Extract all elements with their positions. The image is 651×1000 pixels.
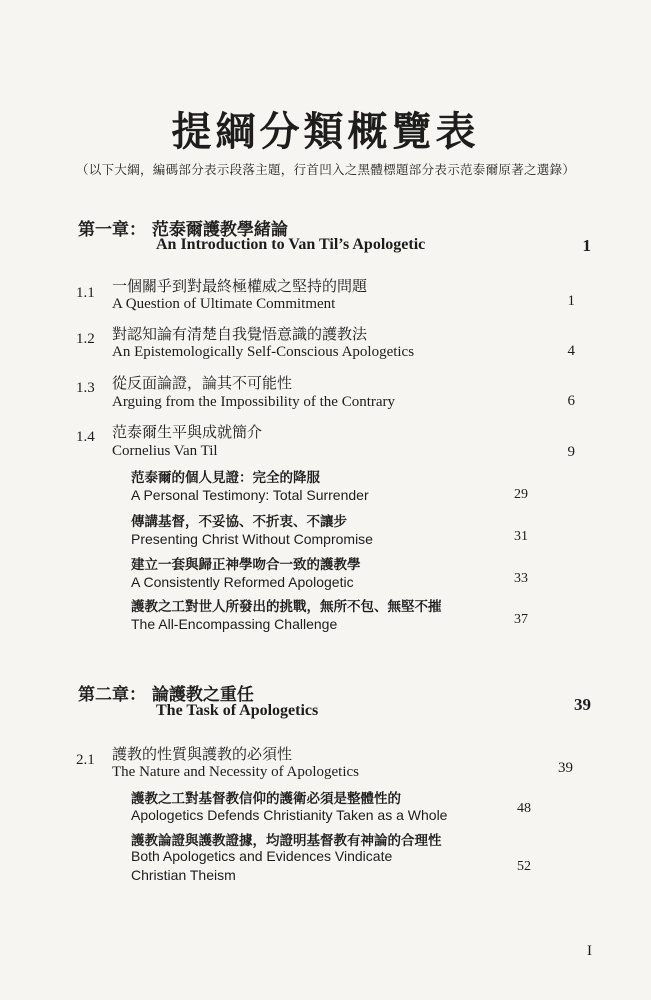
subsection-page: 48 (517, 801, 531, 816)
subsection-title-en[interactable]: Apologetics Defends Christianity Taken as a Whole (131, 807, 448, 823)
subsection-page: 33 (514, 571, 528, 586)
subsection-title-en[interactable]: A Personal Testimony: Total Surrender (131, 487, 369, 503)
chapter-2-page: 39 (574, 695, 591, 714)
subsection-page: 31 (514, 529, 528, 544)
section-number: 1.1 (76, 285, 95, 301)
section-title-en[interactable]: The Nature and Necessity of Apologetics (112, 764, 360, 780)
subsection-title-en[interactable]: Presenting Christ Without Compromise (131, 531, 373, 547)
subtitle-note: （以下大綱，編碼部分表示段落主題，行首凹入之黑體標題部分表示范泰爾原著之選錄） (76, 162, 576, 177)
chapter-2-title-en[interactable]: The Task of Apologetics (156, 702, 319, 719)
chapter-1-page: 1 (582, 236, 591, 255)
section-title-zh[interactable]: 從反面論證，論其不可能性 (112, 374, 293, 392)
section-title-en[interactable]: Arguing from the Impossibility of the Contrary (112, 394, 396, 410)
chapter-1-title-zh[interactable]: 第一章： 范泰爾護教學緒論 (78, 220, 288, 240)
chapter-1-title-en[interactable]: An Introduction to Van Til’s Apologetic (156, 236, 426, 253)
section-number: 1.2 (76, 331, 95, 347)
subsection-title-en-line2[interactable]: Christian Theism (131, 867, 236, 883)
section-number: 1.4 (76, 429, 95, 445)
section-title-zh[interactable]: 護教的性質與護教的必須性 (112, 745, 293, 763)
page-folio: I (587, 943, 592, 959)
subsection-title-zh[interactable]: 范泰爾的個人見證：完全的降服 (131, 470, 320, 486)
section-title-zh[interactable]: 一個關乎到對最終極權威之堅持的問題 (112, 277, 368, 295)
subsection-title-zh[interactable]: 建立一套與歸正神學吻合一致的護教學 (131, 557, 361, 573)
section-title-zh[interactable]: 對認知論有清楚自我覺悟意識的護教法 (112, 325, 368, 343)
subsection-title-zh[interactable]: 護教之工對基督教信仰的護衛必須是整體性的 (131, 791, 401, 807)
subsection-page: 37 (514, 612, 528, 627)
subsection-title-zh[interactable]: 護教論證與護教證據，均證明基督教有神論的合理性 (131, 833, 442, 849)
section-title-en[interactable]: A Question of Ultimate Commitment (112, 296, 336, 312)
section-title-zh[interactable]: 范泰爾生平與成就簡介 (112, 423, 263, 441)
section-page: 1 (567, 293, 575, 309)
section-page: 4 (567, 343, 575, 359)
page-title: 提綱分類概覽表 (171, 108, 480, 155)
subsection-title-en[interactable]: A Consistently Reformed Apologetic (131, 574, 354, 590)
subsection-page: 52 (517, 859, 531, 874)
section-title-en[interactable]: Cornelius Van Til (112, 443, 218, 459)
section-page: 6 (567, 393, 575, 409)
section-number: 2.1 (76, 752, 95, 768)
chapter-2-title-zh[interactable]: 第二章： 論護教之重任 (78, 685, 254, 705)
subsection-title-en[interactable]: The All-Encompassing Challenge (131, 616, 338, 632)
section-page: 9 (567, 444, 575, 460)
subsection-title-zh[interactable]: 護教之工對世人所發出的挑戰，無所不包、無堅不摧 (131, 599, 442, 615)
subsection-title-en[interactable]: Both Apologetics and Evidences Vindicate (131, 848, 393, 864)
subsection-page: 29 (514, 487, 528, 502)
subsection-title-zh[interactable]: 傳講基督，不妥協、不折衷、不讓步 (131, 514, 347, 530)
section-number: 1.3 (76, 380, 95, 396)
section-title-en[interactable]: An Epistemologically Self-Conscious Apologetics (112, 344, 415, 360)
section-page: 39 (558, 760, 573, 776)
